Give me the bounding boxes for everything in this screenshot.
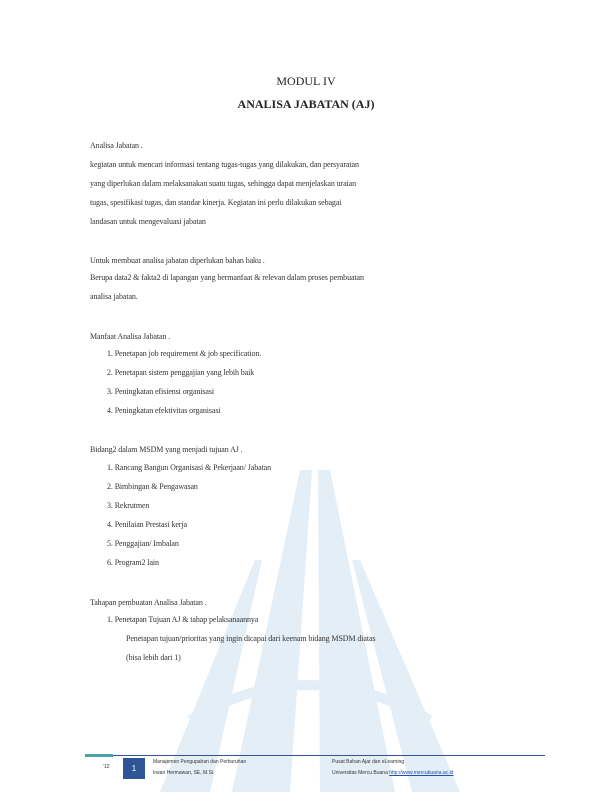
definition-line: tugas, spesifikasi tugas, dan standar kinerja. Kegiatan ini perlu dilakukan sebagai — [90, 198, 342, 207]
definition-line: kegiatan untuk mencari informasi tentang tugas-tugas yang dilakukan, dan persyaratan — [90, 160, 359, 169]
page-title: ANALISA JABATAN (AJ) — [237, 97, 375, 111]
bidang-heading: Bidang2 dalam MSDM yang menjadi tujuan AJ . — [90, 445, 243, 454]
manfaat-item: 4. Peningkatan efektivitas organisasi — [107, 406, 221, 415]
footer-rule — [85, 755, 545, 756]
footer-university-line — [332, 770, 453, 776]
intro-line: Berupa data2 & fakta2 di lapangan yang bermanfaat & relevan dalam proses pembuatan — [90, 273, 364, 282]
tahapan-heading: Tahapan pembuatan Analisa Jabatan . — [90, 598, 207, 607]
manfaat-item: 3. Peningkatan efisiensi organisasi — [107, 387, 215, 396]
footer-university: Universitas Mercu Buana — [332, 770, 388, 776]
bidang-item: 6. Program2 lain — [107, 558, 159, 567]
footer-year: '12 — [103, 764, 110, 770]
bidang-item: 4. Penilaian Prestasi kerja — [107, 520, 187, 529]
page-number: 1 — [123, 758, 145, 779]
manfaat-item: 2. Penetapan sistem penggajian yang lebih baik — [107, 368, 255, 377]
manfaat-item: 1. Penetapan job requirement & job specification. — [107, 349, 262, 358]
footer-rule-accent — [85, 754, 113, 757]
footer-author: Irwan Hermawan, SE, M.Si. — [153, 770, 215, 776]
module-number: MODUL IV — [276, 74, 336, 88]
definition-heading: Analisa Jabatan . — [90, 141, 143, 150]
footer-center: Pusat Bahan Ajar dan eLearning — [332, 759, 404, 765]
intro-line: analisa jabatan. — [90, 292, 138, 301]
footer-url-link[interactable]: http://www.mercubuana.ac.id — [389, 770, 454, 776]
definition-line: yang diperlukan dalam melaksanakan suatu tugas, sehingga dapat menjelaskan uraian — [90, 179, 357, 188]
bidang-item: 2. Bimbingan & Pengawasan — [107, 482, 198, 491]
tahapan-detail: Penetapan tujuan/prioritas yang ingin dicapai dari keenam bidang MSDM diatas — [126, 634, 376, 643]
tahapan-item: 1. Penetapan Tujuan AJ & tahap pelaksanaannya — [107, 615, 259, 624]
tahapan-detail: (bisa lebih dari 1) — [126, 653, 181, 662]
manfaat-heading: Manfaat Analisa Jabatan . — [90, 332, 171, 341]
definition-line: landasan untuk mengevaluasi jabatan — [90, 217, 206, 226]
bidang-item: 1. Rancang Bangun Organisasi & Pekerjaan/ Jabatan — [107, 463, 272, 472]
intro-line: Untuk membuat analisa jabatan diperlukan bahan baku . — [90, 256, 265, 265]
footer-course: Manajemen Pengupahan dan Perburuhan — [153, 759, 247, 765]
bidang-item: 5. Penggajian/ Imbalan — [107, 539, 179, 548]
bidang-item: 3. Rekrutmen — [107, 501, 150, 510]
